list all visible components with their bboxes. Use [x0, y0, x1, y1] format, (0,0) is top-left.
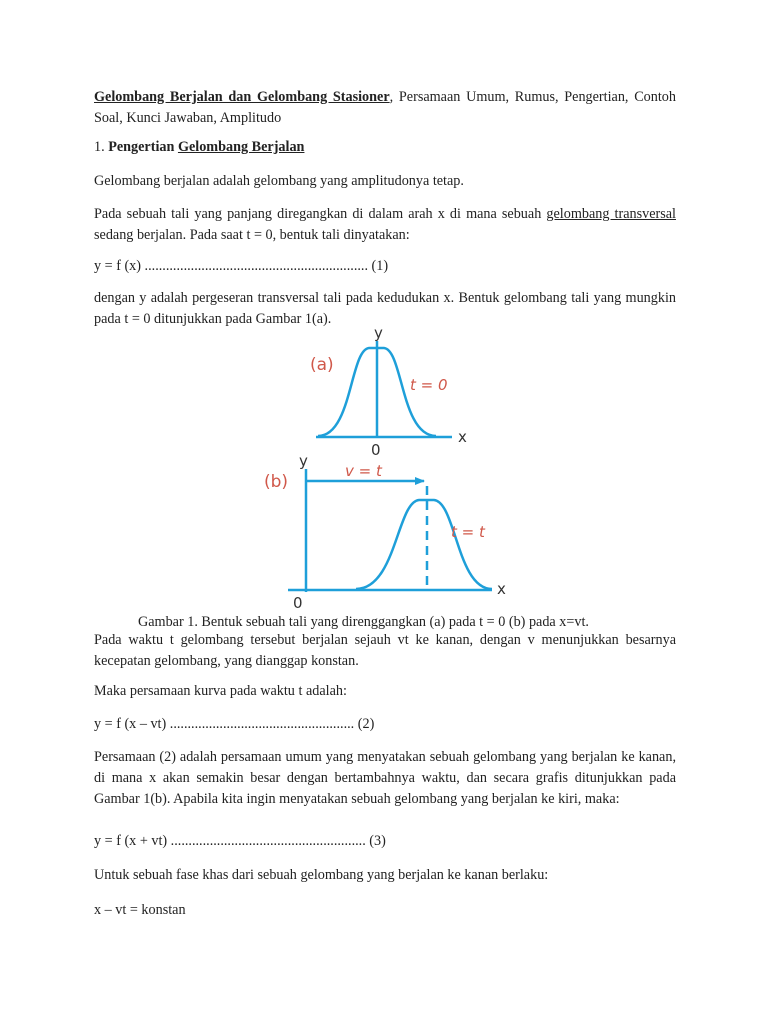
paragraph-definition: Gelombang berjalan adalah gelombang yang amplitudonya tetap.: [94, 173, 464, 189]
fig-b-curve-label: t = t: [451, 523, 485, 541]
fig-a-x-label: x: [458, 428, 467, 446]
fig-a-y-label: y: [374, 324, 383, 342]
fig-a-label: (a): [310, 355, 334, 375]
paragraph-displacement: dengan y adalah pergeseran transversal tali pada kedudukan x. Bentuk gelombang tali yang mungkin pada t = 0 ditunjukkan pada Gambar 1(a).: [94, 290, 676, 327]
paragraph-setup: [94, 204, 676, 246]
equation-4: x – vt = konstan: [94, 902, 186, 918]
equation-3: y = f (x + vt) ....................................................... (3): [94, 833, 386, 849]
paragraph-phase: Untuk sebuah fase khas dari sebuah gelombang yang berjalan ke kanan berlaku:: [94, 867, 549, 883]
section-number: 1.: [94, 139, 109, 155]
fig-b-pulse-curve: [356, 500, 492, 589]
p2-after: sedang berjalan. Pada saat t = 0, bentuk tali dinyatakan:: [94, 227, 410, 243]
wave-figure: [250, 318, 520, 614]
title-link[interactable]: Gelombang Berjalan dan Gelombang Stasioner: [94, 89, 390, 105]
section-label: Pengertian: [108, 139, 178, 155]
equation-2: y = f (x – vt) .................................................... (2): [94, 716, 375, 732]
fig-b-origin: 0: [293, 594, 303, 612]
figure-a: [310, 324, 467, 459]
fig-b-arrow-label: v = t: [345, 462, 382, 480]
figure-caption: Gambar 1. Bentuk sebuah tali yang direnggangkan (a) pada t = 0 (b) pada x=vt.: [138, 614, 589, 630]
section-link[interactable]: Gelombang Berjalan: [177, 139, 305, 155]
fig-b-label: (b): [264, 472, 289, 492]
section-heading: [94, 137, 676, 158]
fig-b-y-label: y: [299, 452, 308, 470]
paragraph-travel: Pada waktu t gelombang tersebut berjalan sejauh vt ke kanan, dengan v menunjukkan besarnya kecepatan gelombang, yang dianggap konstan.: [94, 632, 676, 669]
figure-b: [264, 452, 506, 612]
paragraph-curve: Maka persamaan kurva pada waktu t adalah:: [94, 683, 347, 699]
document-title: [94, 87, 676, 129]
p2-before: Pada sebuah tali yang panjang diregangkan di dalam arah x di mana sebuah: [94, 206, 547, 222]
equation-1: y = f (x) ............................................................... (1): [94, 258, 389, 274]
transversal-link[interactable]: gelombang transversal: [546, 206, 676, 222]
paragraph-explanation: Persamaan (2) adalah persamaan umum yang menyatakan sebuah gelombang yang berjalan ke kanan, di mana x akan semakin besar dengan bertambahnya waktu, dan secara grafis ditunjukkan pada Gambar 1(b). Apabila kita ingin menyatakan sebuah gelombang yang berjalan ke kiri, maka:: [94, 749, 676, 807]
fig-a-curve-label: t = 0: [410, 376, 448, 394]
title-rest: , Persamaan Umum, Rumus, Pengertian, Contoh Soal, Kunci Jawaban, Amplitudo: [94, 89, 676, 126]
fig-b-x-label: x: [497, 580, 506, 598]
fig-a-origin: 0: [371, 441, 381, 459]
